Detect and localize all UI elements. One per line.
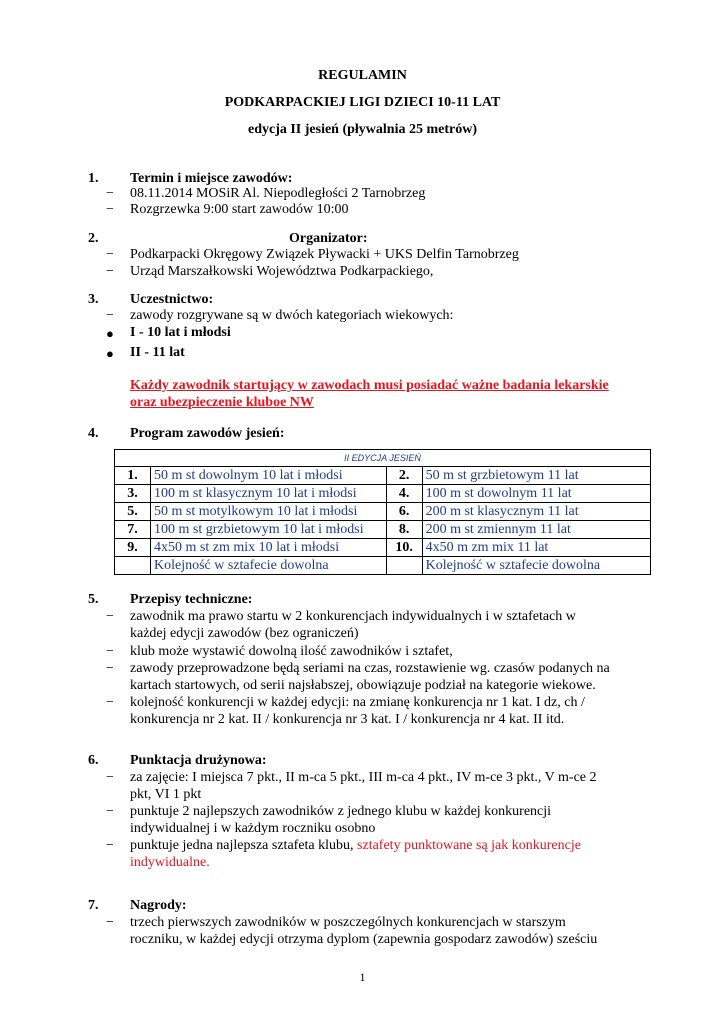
scoring-text: pkt, VI 1 pkt — [130, 787, 202, 802]
dash-bullet-icon: − — [106, 770, 114, 785]
section-2-title: Organizator: — [289, 231, 368, 246]
rule-text: zawody przeprowadzone będą seriami na czas, rozstawienie wg. czasów podanych na — [130, 661, 610, 676]
round-bullet-icon: ● — [106, 346, 114, 361]
category-item: I - 10 lat i młodsi — [130, 325, 231, 340]
section-4-number: 4. — [88, 426, 99, 441]
section-3-title: Uczestnictwo: — [130, 292, 214, 307]
event-name: Kolejność w sztafecie dowolna — [151, 557, 387, 575]
section-7-number: 7. — [88, 898, 99, 913]
event-number: 1. — [115, 467, 151, 485]
event-number: 8. — [386, 521, 422, 539]
table-row — [115, 485, 651, 503]
award-text: roczniku, w każdej edycji otrzyma dyplom (zapewnia gospodarz zawodów) sześciu — [130, 932, 598, 947]
section-4-title: Program zawodów jesień: — [130, 426, 285, 441]
scoring-text — [130, 837, 581, 854]
section-6-number: 6. — [88, 753, 99, 768]
rule-text: zawodnik ma prawo startu w 2 konkurencjach indywidualnych i w sztafetach w — [130, 609, 576, 624]
rule-text: każdej edycji zawodów (bez ograniczeń) — [130, 626, 359, 641]
event-name: 200 m st klasycznym 11 lat — [422, 503, 650, 521]
page-number: 1 — [359, 970, 366, 984]
program-table — [114, 449, 651, 575]
dash-bullet-icon: − — [106, 804, 114, 819]
section-5-number: 5. — [88, 592, 99, 607]
dash-bullet-icon: − — [106, 838, 114, 853]
medical-warning: Każdy zawodnik startujący w zawodach musi posiadać ważne badania lekarskie — [130, 378, 609, 393]
category-item: II - 11 lat — [130, 345, 185, 360]
section-1-number: 1. — [88, 171, 99, 186]
scoring-text: indywidualnej i w każdym roczniku osobno — [130, 821, 376, 836]
doc-edition: edycja II jesień (pływalnia 25 metrów) — [247, 122, 478, 137]
doc-title: REGULAMIN — [318, 68, 407, 83]
dash-bullet-icon: − — [106, 308, 114, 323]
table-row — [115, 557, 651, 575]
dash-bullet-icon: − — [106, 202, 114, 217]
table-row — [115, 467, 651, 485]
event-number: 6. — [386, 503, 422, 521]
dash-bullet-icon: − — [106, 247, 114, 262]
relay-scoring-note: sztafety punktowane są jak konkurencje — [357, 838, 581, 853]
medical-warning: oraz ubezpieczenie kluboe NW — [130, 395, 314, 410]
rule-text: kolejność konkurencji w każdej edycji: na zmianę konkurencja nr 1 kat. I dz, ch / — [130, 695, 585, 710]
event-number: 3. — [115, 485, 151, 503]
dash-bullet-icon: − — [106, 264, 114, 279]
rule-text: klub może wystawić dowolną ilość zawodników i sztafet, — [130, 644, 453, 659]
event-number: 5. — [115, 503, 151, 521]
section-7-title: Nagrody: — [130, 898, 187, 913]
event-name: 100 m st dowolnym 11 lat — [422, 485, 650, 503]
doc-subtitle: PODKARPACKIEJ LIGI DZIECI 10-11 LAT — [224, 95, 501, 110]
event-number: 7. — [115, 521, 151, 539]
dash-bullet-icon: − — [106, 186, 114, 201]
rule-text: konkurencja nr 2 kat. II / konkurencja nr 3 kat. I / konkurencja nr 4 kat. II itd. — [130, 712, 565, 727]
table-row — [115, 521, 651, 539]
section-2-item: Podkarpacki Okręgowy Związek Pływacki + UKS Delfin Tarnobrzeg — [130, 247, 519, 262]
dash-bullet-icon: − — [106, 661, 114, 676]
section-3-intro: zawody rozgrywane są w dwóch kategoriach wiekowych: — [130, 308, 454, 323]
table-caption: II EDYCJA JESIEŃ — [115, 450, 651, 467]
section-1-title: Termin i miejsce zawodów: — [130, 171, 293, 186]
section-2-item: Urząd Marszałkowski Województwa Podkarpackiego, — [130, 264, 434, 279]
event-number: 2. — [386, 467, 422, 485]
table-caption-row — [115, 450, 651, 467]
event-name: 50 m st motylkowym 10 lat i młodsi — [151, 503, 387, 521]
table-row — [115, 503, 651, 521]
rule-text: kartach startowych, od serii najsłabszej, obowiązuje podział na kategorie wiekowe. — [130, 678, 596, 693]
event-name: 4x50 m zm mix 11 lat — [422, 539, 650, 557]
round-bullet-icon: ● — [106, 326, 114, 341]
event-name: 100 m st grzbietowym 10 lat i młodsi — [151, 521, 387, 539]
relay-scoring-note: indywidualne. — [130, 855, 210, 870]
section-3-number: 3. — [88, 292, 99, 307]
dash-bullet-icon: − — [106, 915, 114, 930]
section-5-title: Przepisy techniczne: — [130, 592, 253, 607]
dash-bullet-icon: − — [106, 609, 114, 624]
event-name: 50 m st grzbietowym 11 lat — [422, 467, 650, 485]
award-text: trzech pierwszych zawodników w poszczególnych konkurencjach w starszym — [130, 915, 566, 930]
event-number — [386, 557, 422, 575]
scoring-text-plain: punktuje jedna najlepsza sztafeta klubu, — [130, 838, 358, 853]
dash-bullet-icon: − — [106, 644, 114, 659]
section-1-item: 08.11.2014 MOSiR Al. Niepodległości 2 Tarnobrzeg — [130, 186, 426, 201]
event-name: 4x50 m st zm mix 10 lat i młodsi — [151, 539, 387, 557]
event-name: 50 m st dowolnym 10 lat i młodsi — [151, 467, 387, 485]
section-1-item: Rozgrzewka 9:00 start zawodów 10:00 — [130, 202, 349, 217]
event-name: 100 m st klasycznym 10 lat i młodsi — [151, 485, 387, 503]
event-number: 10. — [386, 539, 422, 557]
section-6-title: Punktacja drużynowa: — [130, 753, 267, 768]
dash-bullet-icon: − — [106, 695, 114, 710]
event-number — [115, 557, 151, 575]
event-number: 9. — [115, 539, 151, 557]
event-name: Kolejność w sztafecie dowolna — [422, 557, 650, 575]
section-2-number: 2. — [88, 231, 99, 246]
event-number: 4. — [386, 485, 422, 503]
scoring-text: punktuje 2 najlepszych zawodników z jednego klubu w każdej konkurencji — [130, 804, 552, 819]
table-row — [115, 539, 651, 557]
event-name: 200 m st zmiennym 11 lat — [422, 521, 650, 539]
scoring-text: za zajęcie: I miejsca 7 pkt., II m-ca 5 pkt., III m-ca 4 pkt., IV m-ce 3 pkt., V m-ce 2 — [130, 770, 597, 785]
